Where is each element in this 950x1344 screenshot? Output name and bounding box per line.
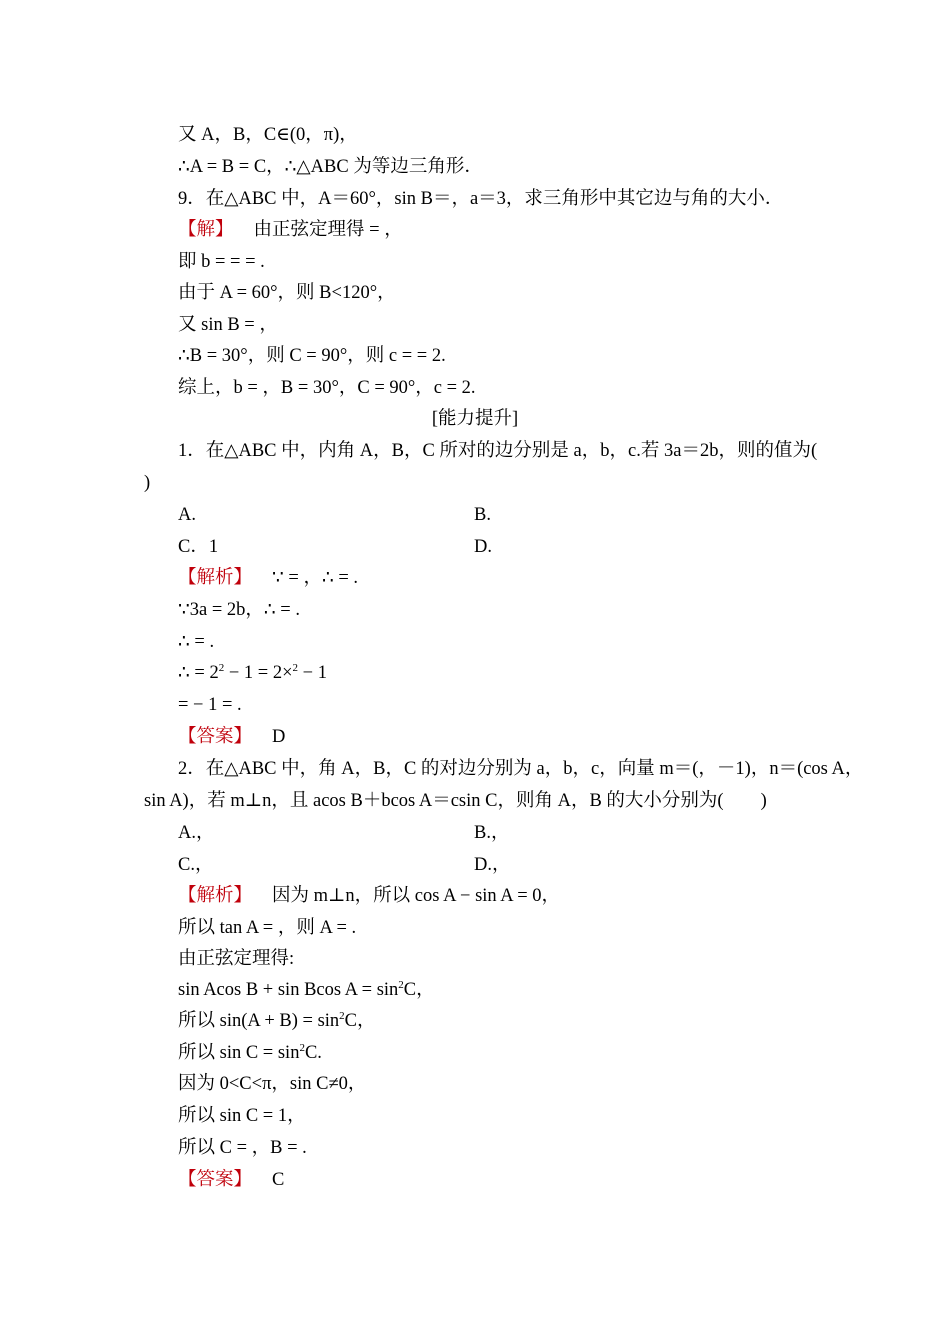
- text-line: [178, 978, 435, 1004]
- option-a: A.: [178, 505, 196, 525]
- text: 所以 sin C = sin: [178, 1043, 300, 1063]
- answer-value: D: [272, 727, 286, 747]
- text-line: 由于 A = 60°，则 B<120°，: [178, 283, 396, 303]
- text-line: ∴A = B = C，∴△ABC 为等边三角形．: [178, 157, 483, 177]
- option-a: A.，: [178, 823, 215, 843]
- text-line: = − 1 = .: [178, 695, 242, 715]
- text-line: ∴B = 30°，则 C = 90°，则 c = = 2.: [178, 346, 446, 366]
- superscript: 2: [398, 979, 404, 991]
- problem-9: 9．在△ABC 中，A＝60°，sin B＝，a＝3，求三角形中其它边与角的大小．: [178, 189, 784, 209]
- text-line: 因为 0<C<π，sin C≠0，: [178, 1074, 367, 1094]
- text-line: [178, 1009, 376, 1035]
- superscript: 2: [299, 1042, 305, 1054]
- problem-1: 1．在△ABC 中，内角 A，B，C 所对的边分别是 a，b，c.若 3a＝2b，则的值为(: [178, 441, 818, 461]
- text: − 1 = 2×: [224, 663, 293, 683]
- option-b: B.，: [474, 823, 510, 843]
- answer-line: [178, 1168, 284, 1192]
- analysis-label: 【解析】: [178, 886, 253, 906]
- text-line: 所以 C = ，B = .: [178, 1138, 307, 1158]
- text-line: 即 b = = = .: [178, 252, 265, 272]
- analysis-label: 【解析】: [178, 568, 253, 588]
- option-c: C．1: [178, 537, 219, 557]
- text: 由正弦定理得 = ，: [253, 220, 403, 240]
- analysis-line: [178, 884, 560, 908]
- text: C，: [403, 980, 435, 1000]
- text: sin Acos B + sin Bcos A = sin: [178, 980, 399, 1000]
- text: ∵ = ，∴ = .: [272, 568, 359, 588]
- text: ∴ = 2: [178, 663, 219, 683]
- solution-line: [178, 218, 403, 242]
- text-line: sin A)，若 m⊥n，且 acos B＋bcos A＝csin C，则角 A，B 的大小分别为( ): [144, 791, 767, 811]
- answer-value: C: [272, 1170, 285, 1190]
- text: 所以 sin(A + B) = sin: [178, 1011, 340, 1031]
- superscript: 2: [339, 1010, 345, 1022]
- text-line: 所以 sin C = 1，: [178, 1106, 306, 1126]
- superscript: 2: [292, 662, 299, 674]
- text: C，: [344, 1011, 376, 1031]
- text-line: 由正弦定理得:: [178, 949, 295, 969]
- text-line: 综上，b = ，B = 30°，C = 90°，c = 2.: [178, 378, 476, 398]
- option-d: D.: [474, 537, 492, 557]
- solve-label: 【解】: [178, 220, 234, 240]
- text-line: ∴ = .: [178, 632, 215, 652]
- text: − 1: [298, 663, 327, 683]
- answer-line: [178, 725, 285, 749]
- text-line: [178, 1041, 322, 1067]
- text-line: 所以 tan A = ，则 A = .: [178, 918, 357, 938]
- text: 因为 m⊥n，所以 cos A − sin A = 0，: [272, 886, 561, 906]
- superscript: 2: [218, 662, 225, 674]
- text-line: [178, 661, 327, 687]
- text: C.: [304, 1043, 322, 1063]
- option-c: C.，: [178, 855, 214, 875]
- text-line: ): [144, 473, 151, 493]
- option-d: D.，: [474, 855, 511, 875]
- answer-label: 【答案】: [178, 1170, 253, 1190]
- section-heading: [能力提升]: [431, 409, 519, 429]
- answer-label: 【答案】: [178, 727, 253, 747]
- option-b: B.: [474, 505, 491, 525]
- text-line: 又 sin B = ，: [178, 315, 278, 335]
- text-line: ∵3a = 2b，∴ = .: [178, 600, 300, 620]
- analysis-line: [178, 566, 358, 590]
- problem-2: 2．在△ABC 中，角 A，B，C 的对边分别为 a，b，c，向量 m＝(，－1)，n＝(cos A，: [178, 759, 864, 779]
- text-line: 又 A，B，C∈(0，π)，: [178, 125, 358, 145]
